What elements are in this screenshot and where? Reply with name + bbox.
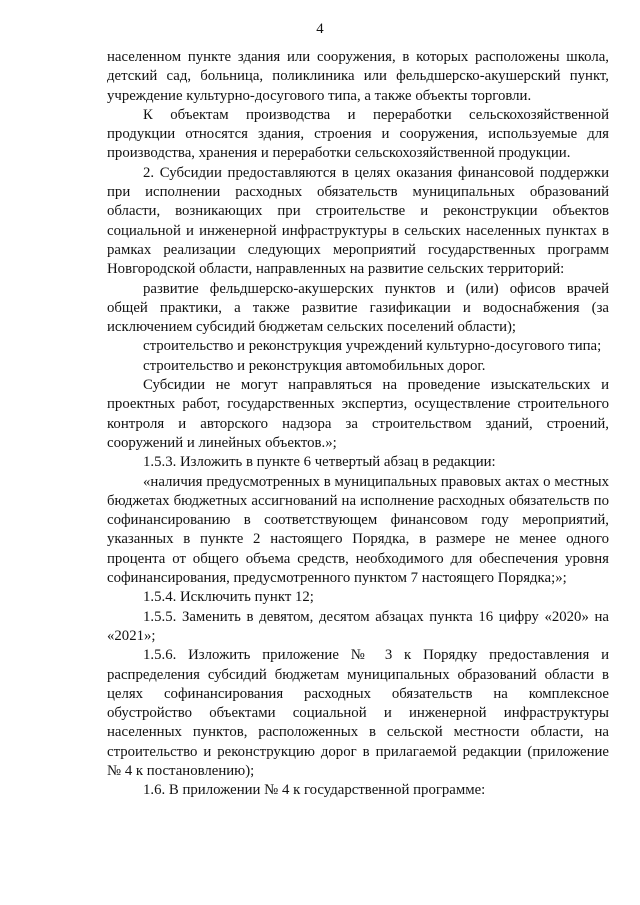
paragraph: строительство и реконструкция учреждений культурно-досугового типа; [143,338,602,355]
document-body [107,48,609,801]
paragraph: 1.6. В приложении № 4 к государственной программе: [143,782,486,799]
paragraph: развитие фельдшерско-акушерских пунктов и (или) офисов врачей общей практики, а также развитие газификации и водоснабжения (за исключением субсидий бюджетам сельских поселений области); [107,280,609,336]
paragraph: «наличия предусмотренных в муниципальных правовых актах о местных бюджетах бюджетных ассигнований на исполнение расходных обязательств по софинансированию в соответствующем финансовом году мероприятий, указанных в пункте 2 настоящего Порядка, в размере не менее одного процента от общего объема средств, необходимого для обеспечения уровня софинансирования, предусмотренного пунктом 7 настоящего Порядка;»; [107,473,609,587]
paragraph: 1.5.3. Изложить в пункте 6 четвертый абзац в редакции: [143,454,496,471]
paragraph: 1.5.4. Исключить пункт 12; [143,589,314,606]
paragraph: Субсидии не могут направляться на проведение изыскательских и проектных работ, государственных экспертиз, осуществление строительного контроля и авторского надзора за строительством зданий, строений, сооружений и линейных объектов.»; [107,377,609,451]
paragraph: населенном пункте здания или сооружения, в которых расположены школа, детский сад, больница, поликлиника или фельдшерско-акушерский пункт, учреждение культурно-досугового типа, а также объекты торговли. [107,49,609,104]
paragraph: 1.5.6. Изложить приложение № 3 к Порядку предоставления и распределения субсидий бюджетам муниципальных образований области в целях софинансирования расходных обязательств на комплексное обустройство объектами социальной и инженерной инфраструктуры населенных пунктов, расположенных в сельской местности области, на строительство и реконструкцию дорог в прилагаемой редакции (приложение № 4 к постановлению); [107,647,609,779]
paragraph: К объектам производства и переработки сельскохозяйственной продукции относятся здания, строения и сооружения, используемые для производства, хранения и переработки сельскохозяйственной продукции. [107,106,609,162]
paragraph: 2. Субсидии предоставляются в целях оказания финансовой поддержки при исполнении расходных обязательств муниципальных образований области, возникающих при строительстве и реконструкции объектов социальной и инженерной инфраструктуры в сельских населенных пунктах в рамках реализации следующих мероприятий государственных программ Новгородской области, направленных на развитие сельских территорий: [107,164,609,278]
paragraph: 1.5.5. Заменить в девятом, десятом абзацах пункта 16 цифру «2020» на «2021»; [107,608,609,644]
page-number: 4 [316,21,324,37]
paragraph: строительство и реконструкция автомобильных дорог. [143,357,486,374]
